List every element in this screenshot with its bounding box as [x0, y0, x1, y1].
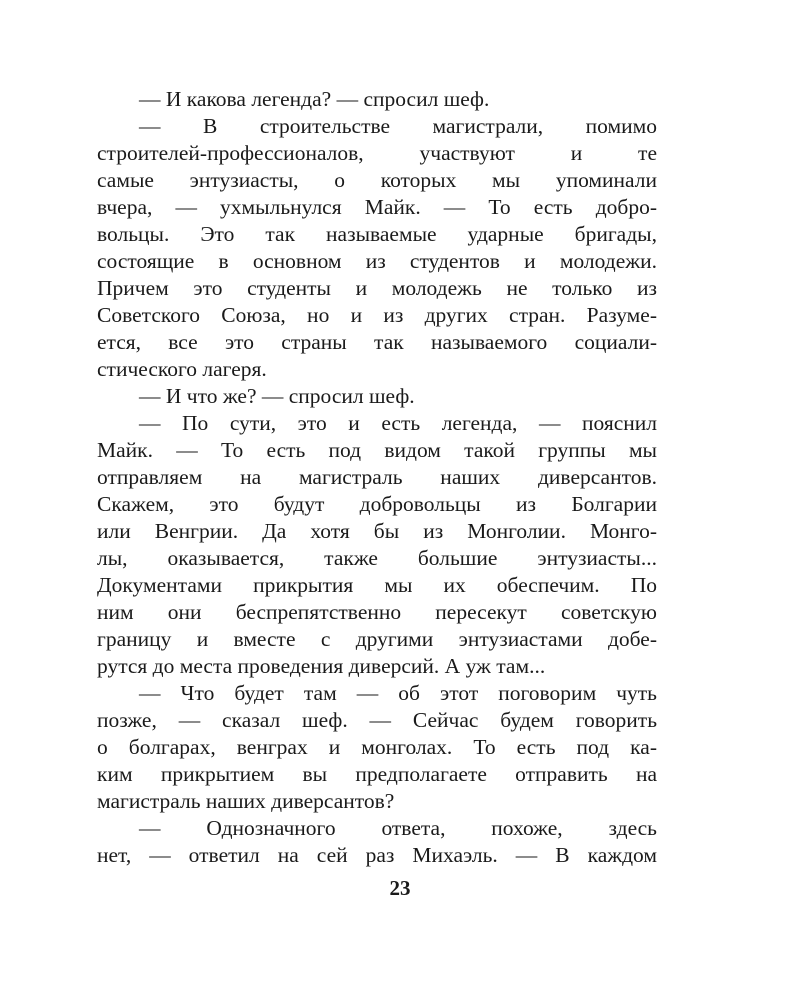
text-line: о болгарах, венграх и монголах. То есть под ка-	[97, 735, 657, 759]
text-line: нет, — ответил на сей раз Михаэль. — В каждом	[97, 843, 657, 867]
page-number: 23	[389, 876, 411, 900]
text-line: Документами прикрытия мы их обеспечим. По	[97, 573, 657, 597]
text-line: отправляем на магистраль наших диверсантов.	[97, 465, 657, 489]
text-line: или Венгрии. Да хотя бы из Монголии. Монго-	[97, 519, 657, 543]
text-line: Причем это студенты и молодежь не только из	[97, 276, 657, 300]
text-line: самые энтузиасты, о которых мы упоминали	[97, 168, 657, 192]
text-line: позже, — сказал шеф. — Сейчас будем говорить	[97, 708, 657, 732]
text-line: магистраль наших диверсантов?	[97, 789, 395, 813]
text-line: — В строительстве магистрали, помимо	[139, 114, 657, 138]
text-line: вчера, — ухмыльнулся Майк. — То есть добро-	[97, 195, 657, 219]
text-line: — Что будет там — об этот поговорим чуть	[139, 681, 657, 705]
text-line: строителей-профессионалов, участвуют и те	[97, 141, 657, 165]
text-line: Скажем, это будут добровольцы из Болгарии	[97, 492, 657, 516]
page-text	[97, 86, 657, 869]
text-line: Майк. — То есть под видом такой группы мы	[97, 438, 657, 462]
text-line: рутся до места проведения диверсий. А уж там...	[97, 654, 546, 678]
text-line: лы, оказывается, также большие энтузиасты...	[97, 546, 657, 570]
text-line: состоящие в основном из студентов и молодежи.	[97, 249, 657, 273]
text-line: ним они беспрепятственно пересекут советскую	[97, 600, 657, 624]
text-line: Советского Союза, но и из других стран. Разуме-	[97, 303, 657, 327]
text-line: — По сути, это и есть легенда, — пояснил	[139, 411, 657, 435]
text-line: вольцы. Это так называемые ударные бригады,	[97, 222, 657, 246]
text-line: — И какова легенда? — спросил шеф.	[139, 87, 490, 111]
text-line: стического лагеря.	[97, 357, 267, 381]
text-line: — Однозначного ответа, похоже, здесь	[139, 816, 657, 840]
text-line: границу и вместе с другими энтузиастами добе-	[97, 627, 657, 651]
text-line: ется, все это страны так называемого социали-	[97, 330, 657, 354]
text-line: ким прикрытием вы предполагаете отправить на	[97, 762, 657, 786]
text-line: — И что же? — спросил шеф.	[139, 384, 415, 408]
